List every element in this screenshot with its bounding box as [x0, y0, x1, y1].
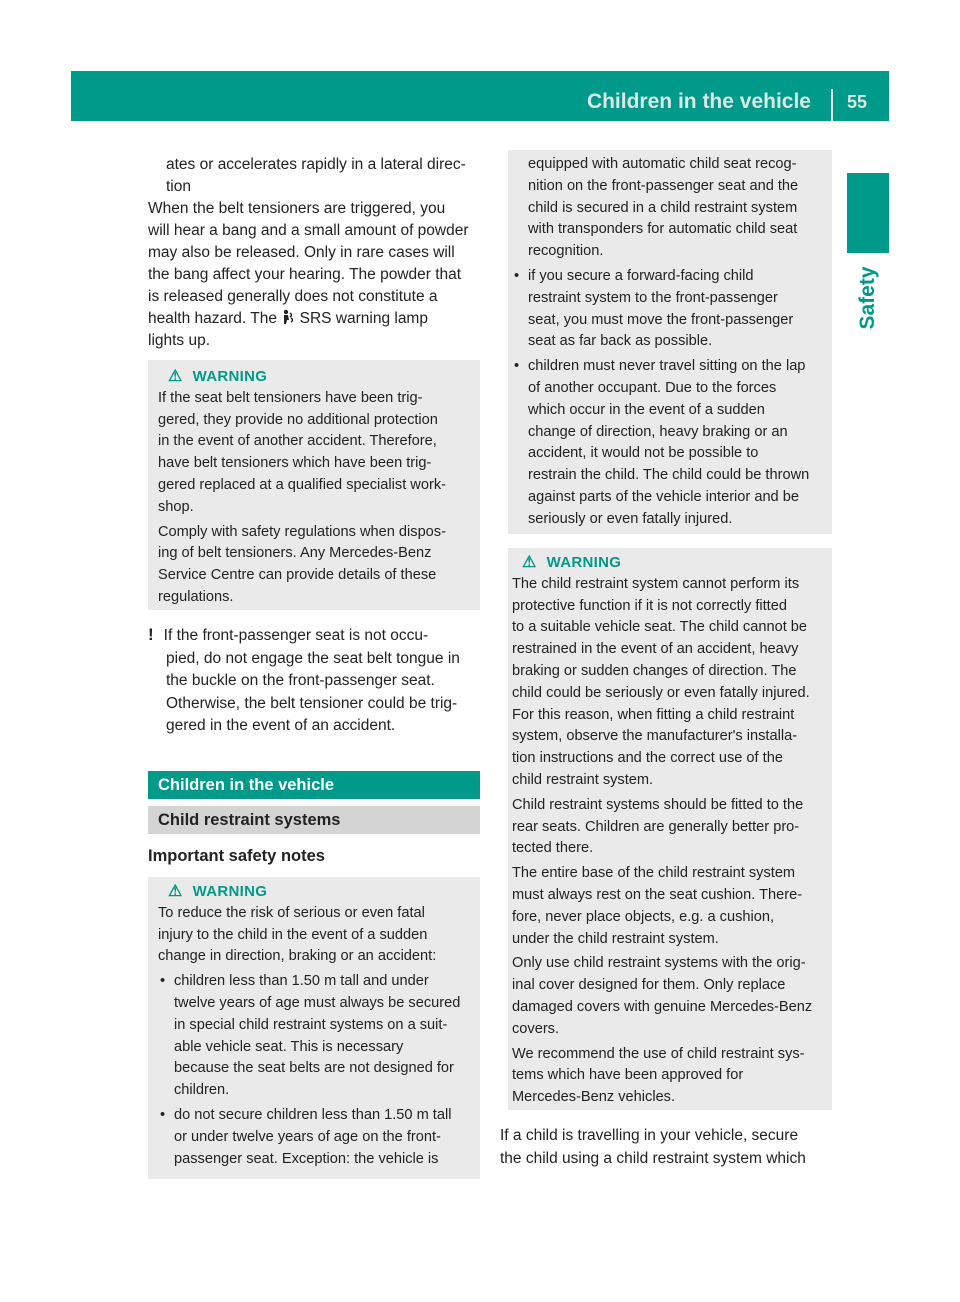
list-item: • children less than 1.50 m tall and under twelve years of age must always be secured in special child restraint systems on a suit- able vehicle seat. This is necessary because the seat belts are not designed for children. — [160, 973, 461, 1099]
text-fragment: SRS warning lamp — [299, 310, 428, 327]
side-tab — [847, 258, 889, 338]
list-item: • children must never travel sitting on the lap of another occupant. Due to the forces which occur in the event of a sudden change of direction, heavy braking or an accident, it would not be possible to restrain the child. The child could be thrown against parts of the vehicle interior and be seriously or even fatally injured. — [514, 358, 810, 527]
heading-safety-notes: Important safety notes — [148, 847, 325, 865]
text-line: Service Centre can provide details of these — [158, 567, 437, 584]
header-title: Children in the vehicle — [586, 90, 811, 113]
text-line — [148, 308, 482, 330]
text-line: will hear a bang and a small amount of powder — [148, 222, 469, 239]
text-line: gered in the event of an accident. — [166, 717, 396, 734]
warning-heading: ⚠ WARNING — [158, 366, 470, 388]
warning-box-continued — [508, 150, 832, 534]
warning-box-child-safety — [148, 877, 480, 1179]
warning-paragraph: We recommend the use of child restraint sys- tems which have been approved for Mercedes-Benz vehicles. — [512, 1045, 805, 1106]
warning-box-belt-tensioners — [148, 360, 480, 610]
warning-paragraph: Child restraint systems should be fitted to the rear seats. Children are generally better pro- tected there. — [512, 796, 804, 857]
note-front-passenger — [148, 624, 482, 738]
text-line: When the belt tensioners are triggered, you — [148, 200, 446, 217]
list-item: • if you secure a forward-facing child restraint system to the front-passenger seat, you must move the front-passenger seat as far back as possible. — [514, 267, 794, 350]
page-header — [71, 71, 889, 121]
warning-paragraph: Only use child restraint systems with the orig- inal cover designed for them. Only replace damaged covers with genuine Mercedes-Benz covers. — [512, 955, 813, 1037]
left-column — [148, 154, 482, 352]
text-line: lights up. — [148, 332, 211, 349]
warning-text — [158, 388, 470, 609]
text-line: shop. — [158, 498, 194, 515]
list-item-continued: equipped with automatic child seat recog- nition on the front-passenger seat and the child is secured in a child restraint system with transponders for automatic child seat recognition. — [528, 156, 799, 260]
text-line: have belt tensioners which have been trig- — [158, 455, 432, 472]
text-line: tion — [166, 178, 191, 195]
warning-box-installation — [508, 548, 832, 1110]
bullet-icon: • — [160, 973, 166, 990]
exclamation-icon: ! — [148, 625, 154, 644]
text-line: the bang affect your hearing. The powder that — [148, 266, 462, 283]
final-paragraph — [500, 1124, 834, 1170]
tensioner-paragraph — [148, 198, 482, 352]
text-line: ing of belt tensioners. Any Mercedes-Benz — [158, 545, 432, 562]
text-line: pied, do not engage the seat belt tongue in — [166, 649, 460, 667]
text-line: gered replaced at a qualified specialist work- — [158, 476, 446, 493]
text-line: If the seat belt tensioners have been trig- — [158, 389, 423, 406]
section-title: Children in the vehicle — [148, 771, 480, 799]
text-line: If a child is travelling in your vehicle, secure — [500, 1127, 799, 1144]
text-line: ! If the front-passenger seat is not occu- — [148, 625, 429, 644]
text-line: To reduce the risk of serious or even fatal — [158, 904, 425, 921]
warning-triangle-icon: ⚠ — [168, 883, 183, 900]
text-line: the child using a child restraint system which — [500, 1150, 806, 1167]
bullet-icon: • — [160, 1106, 166, 1123]
list-item: • do not secure children less than 1.50 m tall or under twelve years of age on the front- passenger seat. Exception: the vehicle is — [160, 1106, 452, 1167]
text-line: regulations. — [158, 588, 234, 605]
text-fragment: health hazard. The — [148, 310, 277, 327]
warning-triangle-icon: ⚠ — [168, 368, 183, 385]
warning-heading: ⚠ WARNING — [512, 552, 828, 574]
header-divider — [831, 89, 833, 121]
bullet-icon: • — [514, 358, 520, 375]
page-number: 55 — [847, 92, 868, 112]
warning-triangle-icon: ⚠ — [522, 554, 537, 571]
text-line: gered, they provide no additional protection — [158, 411, 438, 428]
bullet-icon: • — [514, 267, 520, 284]
side-tab-label: Safety — [856, 266, 879, 330]
subsection-title: Child restraint systems — [148, 806, 480, 834]
warning-paragraph: The entire base of the child restraint system must always rest on the seat cushion. There- fore, never place objects, e.g. a cushion, under the child restraint system. — [512, 865, 803, 947]
side-tab-marker — [847, 173, 889, 253]
text-line: may also be released. Only in rare cases will — [148, 244, 455, 261]
continued-text — [148, 154, 482, 198]
text-line: injury to the child in the event of a sudden — [158, 926, 428, 943]
text-line: Otherwise, the belt tensioner could be trig- — [166, 694, 458, 712]
text-line: ates or accelerates rapidly in a lateral direc- — [166, 156, 466, 173]
text-line: is released generally does not constitute a — [148, 288, 438, 305]
text-line: Comply with safety regulations when dispos- — [158, 523, 446, 540]
text-line: the buckle on the front-passenger seat. — [166, 672, 435, 689]
srs-warning-lamp-icon — [281, 309, 295, 325]
warning-heading: ⚠ WARNING — [158, 881, 470, 903]
warning-paragraph: The child restraint system cannot perform its protective function if it is not correctly fitted to a suitable vehicle seat. The child cannot be restrained in the event of an accident, heavy braking or sudden changes of direction. The child could be seriously or even fatally injured. For this reason, when fitting a child restraint system, observe the manufacturer's installa- tion instructions and the correct use of the child restraint system. — [512, 575, 810, 788]
text-line: change in direction, braking or an accident: — [158, 948, 437, 965]
text-line: in the event of another accident. Therefore, — [158, 433, 437, 450]
